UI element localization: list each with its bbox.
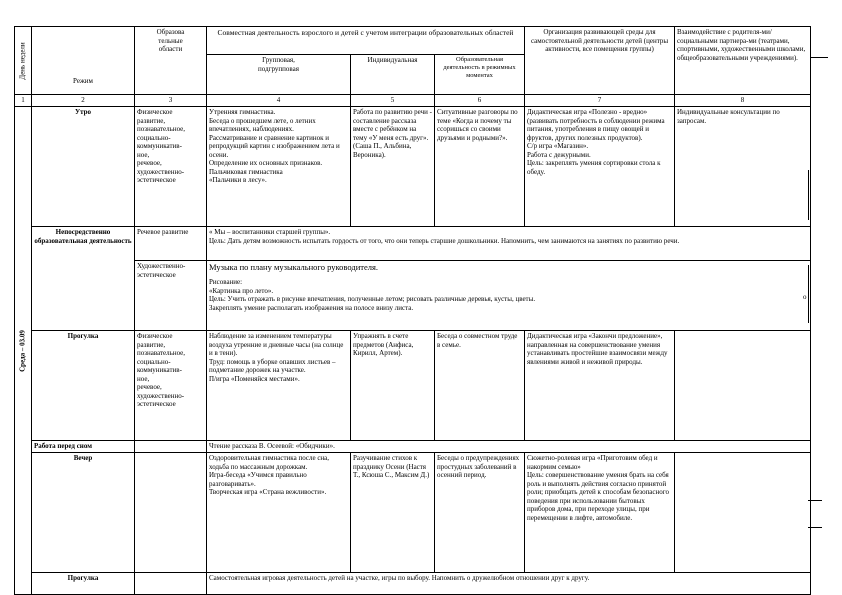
margin-line [810,29,811,57]
row-morning [15,107,811,227]
day-cell: Среда – 03.09 [15,107,32,595]
row-evening [15,453,811,573]
morning-individual: Работа по развитию речи - составление рассказа вместе с ребёнком на тему «У меня есть друг». (Саша П., Альбина, Вероника). [351,107,435,227]
header-individual: Индивидуальная [351,55,435,95]
header-group: Групповая, подгрупповая [207,55,351,95]
walk2-text: Самостоятельная игровая деятельность детей на участке, игры по выбору. Напомнить о дружелюбном отношении друг к другу. [207,573,811,595]
ood-art-text: Рисование: «Картинка про лето». Цель: Учить отражать в рисунке впечатления, полученные летом; рисовать различные деревья, кусты, цветы. Закреплять умение располагать изображения на полосе внизу листа. [209,278,536,312]
regime-morning: Утро [32,107,135,227]
walk-areas: Физическое развитие, познавательное, социально- коммуникатив- ное, речевое, художественно- эстетическое [135,331,207,441]
plan-table [14,26,811,595]
evening-areas [135,453,207,573]
margin-line [810,57,828,58]
ood-area-art: Художественно- эстетическое [135,261,207,331]
row-walk [15,331,811,441]
row-ood-speech [15,227,811,261]
evening-group: Оздоровительная гимнастика после сна, ходьба по массажным дорожкам. Игра-беседа «Учимся правильно разговаривать». Творческая игра «Страна вежливости». [207,453,351,573]
walk-moments: Беседа о совместном труде в семье. [435,331,525,441]
walk-individual: Упражнять в счете предметов (Анфиса, Кирилл, Артем). [351,331,435,441]
header-regime: Режим [32,27,135,95]
sleep-text: Чтение рассказа В. Осеевой: «Обидчики». [207,441,811,453]
margin-line [808,527,822,528]
regime-evening: Вечер [32,453,135,573]
row-walk2 [15,573,811,595]
row-ood-art [15,261,811,331]
row-sleep [15,441,811,453]
col-number: 4 [207,95,351,107]
walk-group: Наблюдение за изменением температуры воздуха утренние и дневные часы (на солнце и в тени). Труд: помощь в уборке опавших листьев – подметание дорожек на участке. П/игра «Поменяйся местами». [207,331,351,441]
header-interaction: Взаимодействие с родителя-ми/ социальными партнера-ми (театрами, спортивными, художественными школами, общеобразовательными учреждениями). [675,27,811,95]
header-edu-areas: Образова тельные области [135,27,207,95]
header-environment: Организация развивающей среды для самостоятельной деятельности детей (центры активности, все помещения группы) [525,27,675,95]
col-number: 8 [675,95,811,107]
header-joint-activity: Совместная деятельность взрослого и детей с учетом интеграции образовательных областей [207,27,525,55]
header-day: День недели [15,27,32,95]
regime-ood: Непосредственно образовательная деятельность [32,227,135,331]
margin-line [808,265,809,323]
column-numbers-row [15,95,811,107]
col-number: 3 [135,95,207,107]
sleep-areas [135,441,207,453]
regime-walk2: Прогулка [32,573,135,595]
morning-environment: Дидактическая игра «Полезно - вредно» (развивать потребность в соблюдении режима питания, употребления в пищу овощей и фруктов, других полезных продуктов). С/р игра «Магазин». Работа с дежурными. Цель: закреплять умения сортировки стола к обеду. [525,107,675,227]
ood-art-cell [207,261,811,331]
header-regime-moments: Образовательная деятельность в режимных моментах [435,55,525,95]
morning-moments: Ситуативные разговоры по теме «Когда и почему ты ссоришься со своими друзьями и родными?». [435,107,525,227]
col-number: 6 [435,95,525,107]
morning-areas: Физическое развитие, познавательное, социально- коммуникатив- ное, речевое, художественно- эстетическое [135,107,207,227]
walk-environment: Дидактическая игра «Закончи предложение», направленная на совершенствование умения устанавливать простейшие взаимосвязи между явлениями живой и неживой природы. [525,331,675,441]
ood-speech-text: « Мы – воспитанники старшей группы». Цель: Дать детям возможность испытать гордость от того, что они теперь старшие дошкольники. Напомнить, чем занимаются на занятиях по развитию речи. [207,227,811,261]
walk-interaction [675,331,811,441]
morning-interaction: Индивидуальные консультации по запросам. [675,107,811,227]
ood-music-title: Музыка по плану музыкального руководителя. [209,262,379,272]
regime-walk: Прогулка [32,331,135,441]
morning-group: Утренняя гимнастика. Беседа о прошедшем лете, о летних впечатлениях, наблюдениях. Рассматривание и сравнение картинок и репродукций картин с изображением лета и осени. Определение их основных признаков. Пальчиковая гимнастика «Пальчики в лесу». [207,107,351,227]
evening-environment: Сюжетно-ролевая игра «Приготовим обед и накормим семью» Цель: совершенствование умения брать на себя роль и выполнять действия согласно принятой роли; приобщать детей к способам безопасного поведения при использовании бытовых приборов дома, при переходе улицы, при перемещении в лифте, автомобиле. [525,453,675,573]
col-number: 5 [351,95,435,107]
col-number: 1 [15,95,32,107]
regime-sleep: Работа перед сном [32,441,135,453]
margin-line [808,170,809,220]
margin-char: о [803,293,807,301]
evening-moments: Беседы о предупреждениях простудных заболеваний в осенний период. [435,453,525,573]
evening-interaction [675,453,811,573]
margin-line [808,500,822,501]
walk2-areas [135,573,207,595]
evening-individual: Разучивание стихов к празднику Осени (Настя Т., Ксюша С., Максим Д.) [351,453,435,573]
col-number: 2 [32,95,135,107]
col-number: 7 [525,95,675,107]
ood-area-speech: Речевое развитие [135,227,207,261]
